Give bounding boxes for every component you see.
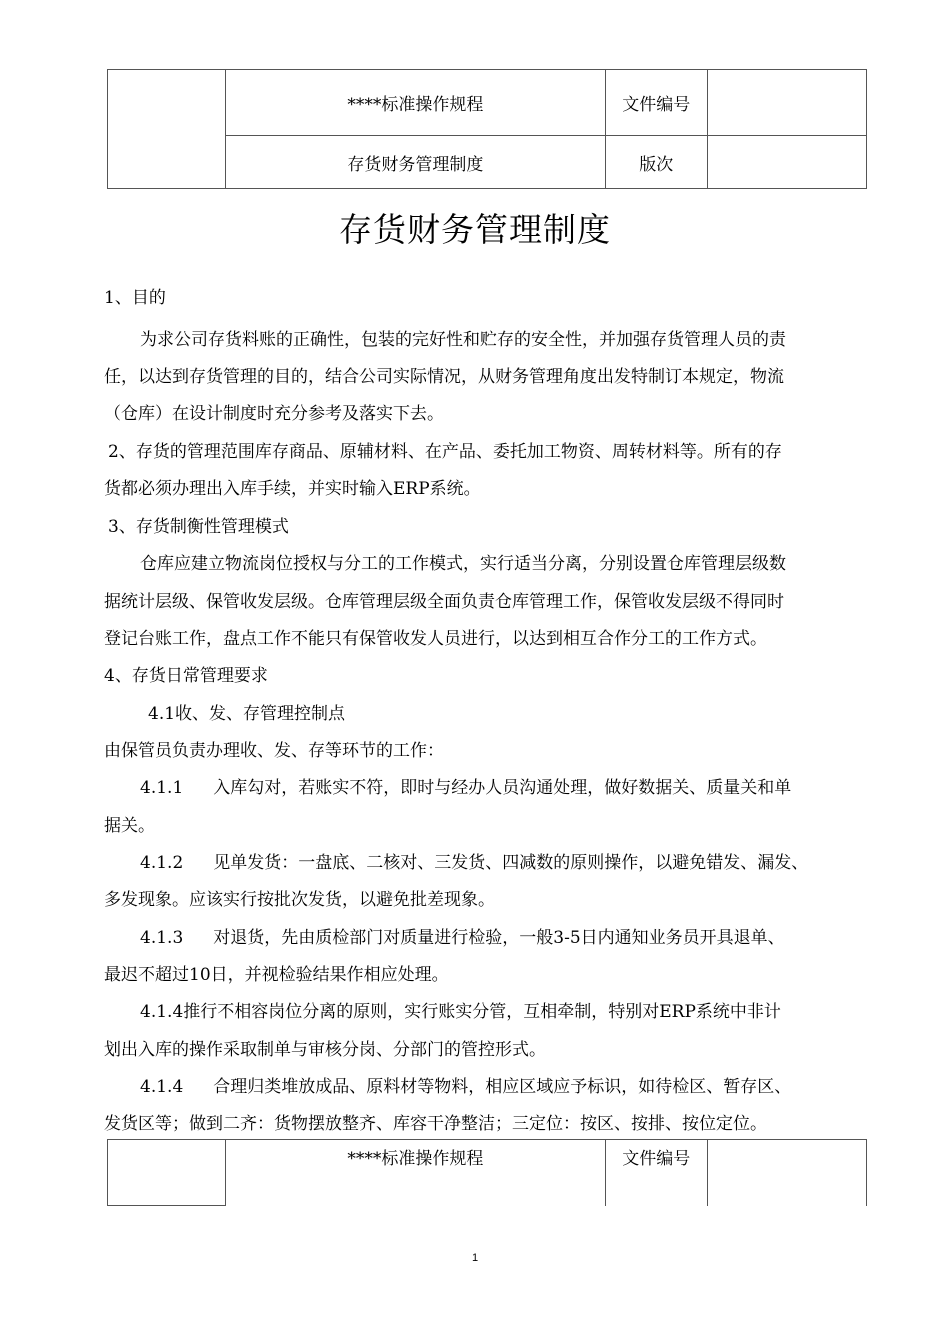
paragraph-line: 发货区等；做到二齐：货物摆放整齐、库容干净整洁；三定位：按区、按排、按位定位。 — [104, 1114, 767, 1134]
section-4-heading: 4、存货日常管理要求 — [104, 666, 268, 686]
item-text: 对退货，先由质检部门对质量进行检验，一般3-5日内通知业务员开具退单、 — [213, 928, 785, 948]
paragraph-line: 为求公司存货料账的正确性，包装的完好性和贮存的安全性，并加强存货管理人员的责 — [140, 330, 786, 350]
paragraph-line: 据统计层级、保管收发层级。仓库管理层级全面负责仓库管理工作，保管收发层级不得同时 — [104, 592, 784, 612]
paragraph-line: 由保管员负责办理收、发、存等环节的工作： — [104, 741, 444, 761]
paragraph-line: （仓库）在设计制度时充分参考及落实下去。 — [104, 404, 444, 424]
logo-cell — [108, 70, 226, 189]
header-table — [107, 69, 867, 189]
paragraph-line: 货都必须办理出入库手续，并实时输入ERP系统。 — [104, 479, 481, 499]
item-text: 见单发货：一盘底、二核对、三发货、四减数的原则操作，以避免错发、漏发、 — [213, 853, 809, 873]
item-text: 入库勾对，若账实不符，即时与经办人员沟通处理，做好数据关、质量关和单 — [213, 778, 792, 798]
item-text: 合理归类堆放成品、原料材等物料，相应区域应予标识，如待检区、暂存区、 — [213, 1077, 792, 1097]
doc-name-cell: 存货财务管理制度 — [226, 136, 606, 189]
item-number: 4.1.4 — [140, 1077, 184, 1097]
paragraph-line: 最迟不超过10日，并视检验结果作相应处理。 — [104, 965, 449, 985]
item-number: 4.1.3 — [140, 928, 184, 948]
paragraph-line: 据关。 — [104, 816, 155, 836]
paragraph-line: 划出入库的操作采取制单与审核分岗、分部门的管控形式。 — [104, 1040, 546, 1060]
item-4-1-4-a: 4.1.4推行不相容岗位分离的原则，实行账实分管，互相牵制，特别对ERP系统中非计 — [140, 1002, 781, 1022]
doc-no-label-cell: 文件编号 — [605, 1140, 707, 1206]
paragraph-line: 任，以达到存货管理的目的，结合公司实际情况，从财务管理角度出发特制订本规定，物流 — [104, 367, 784, 387]
rule-title-cell: ****标准操作规程 — [226, 70, 606, 136]
rule-title-cell: ****标准操作规程 — [226, 1140, 606, 1206]
item-4-1-2 — [140, 851, 808, 875]
footer-header-table — [107, 1139, 867, 1206]
document-title: 存货财务管理制度 — [339, 210, 611, 249]
version-value-cell — [707, 136, 866, 189]
item-number: 4.1.2 — [140, 853, 184, 873]
paragraph-line: 多发现象。应该实行按批次发货，以避免批差现象。 — [104, 890, 495, 910]
version-label-cell: 版次 — [605, 136, 707, 189]
item-4-1-1 — [140, 776, 791, 800]
section-3-heading: 3、存货制衡性管理模式 — [108, 517, 289, 537]
item-number: 4.1.1 — [140, 778, 184, 798]
logo-cell — [108, 1140, 226, 1206]
paragraph-line: 仓库应建立物流岗位授权与分工的工作模式，实行适当分离，分别设置仓库管理层级数 — [140, 554, 786, 574]
section-2-line: 2、存货的管理范围库存商品、原辅材料、在产品、委托加工物资、周转材料等。所有的存 — [108, 442, 782, 462]
doc-no-value-cell — [707, 70, 866, 136]
item-4-1-3 — [140, 926, 785, 950]
section-1-heading: 1、目的 — [104, 288, 166, 308]
doc-no-label-cell: 文件编号 — [605, 70, 707, 136]
doc-no-value-cell — [707, 1140, 866, 1206]
item-4-1-4-b — [140, 1075, 791, 1099]
paragraph-line: 登记台账工作，盘点工作不能只有保管收发人员进行，以达到相互合作分工的工作方式。 — [104, 629, 767, 649]
subsection-4-1-heading: 4.1收、发、存管理控制点 — [148, 704, 346, 724]
page-number: 1 — [471, 1252, 479, 1264]
